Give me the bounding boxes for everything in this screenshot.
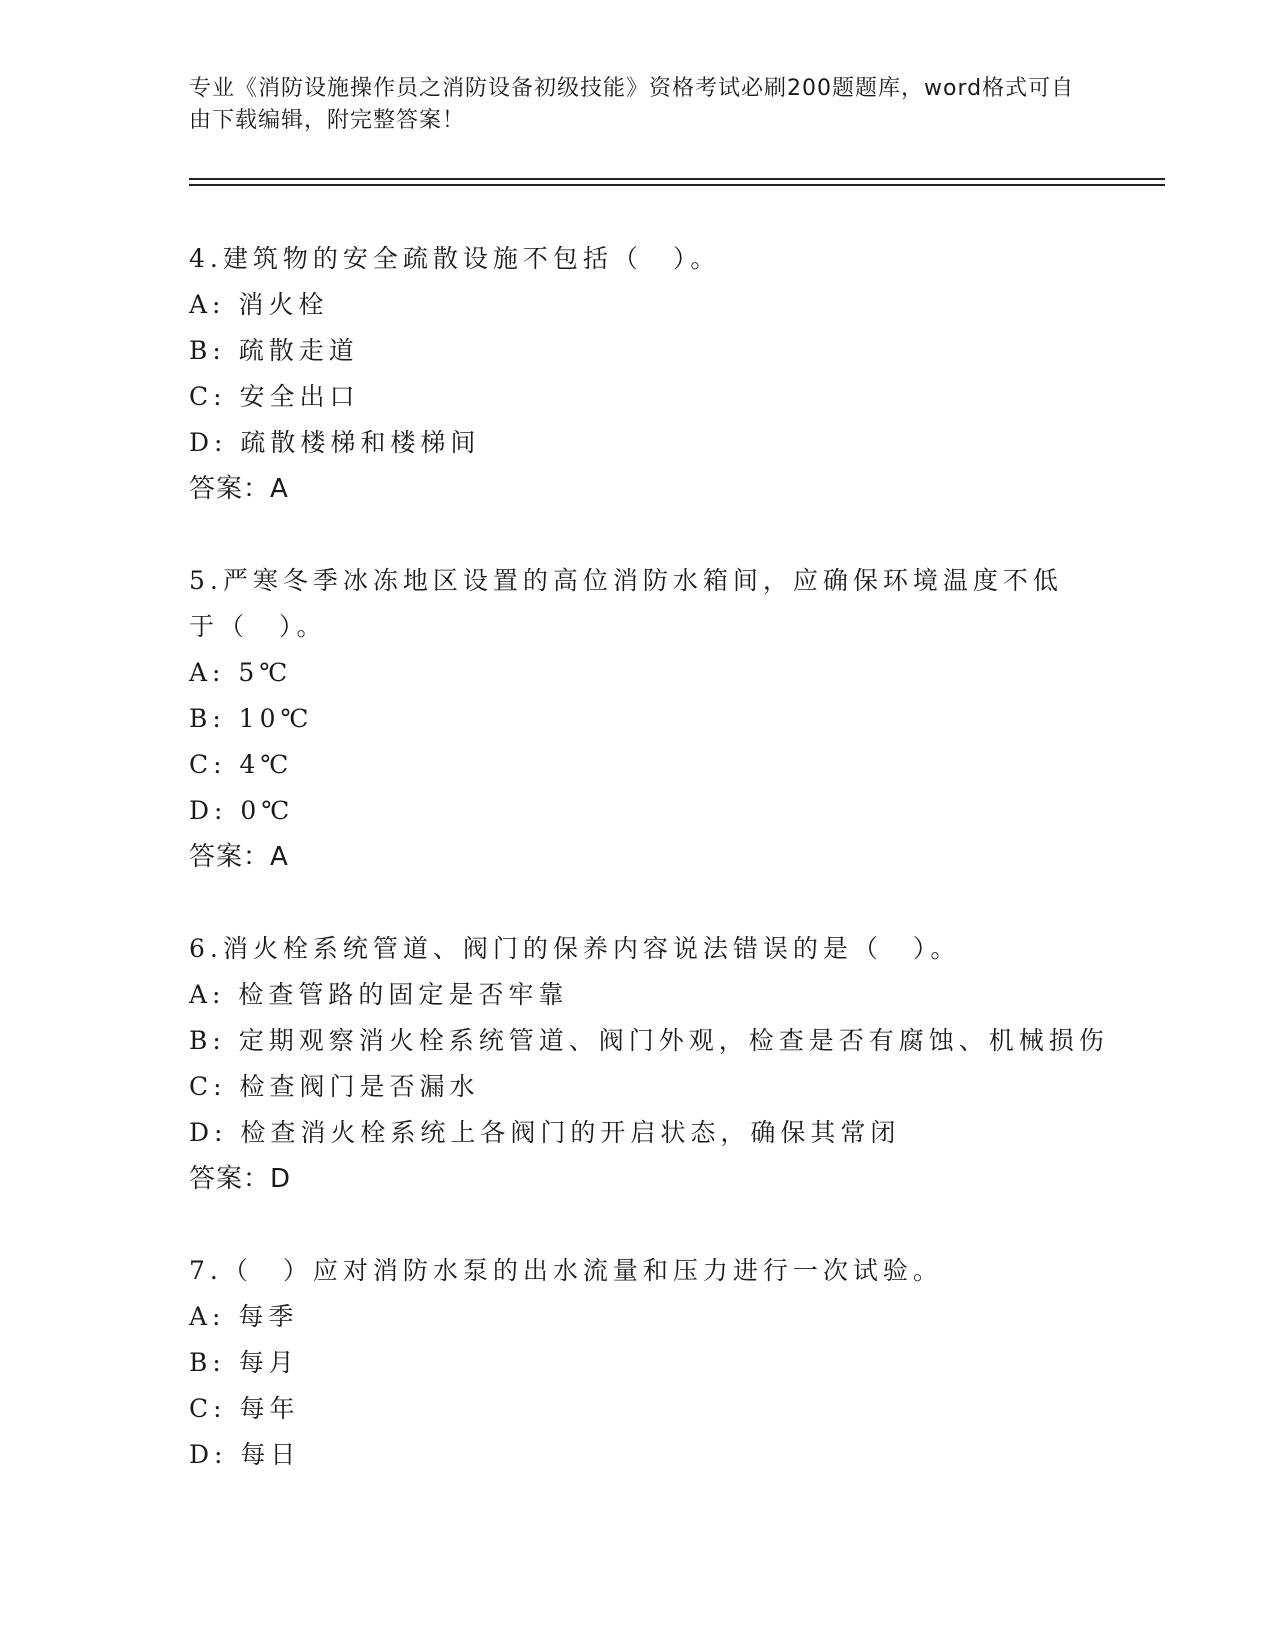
option-b: B: 10℃: [189, 704, 314, 733]
option-b: B: 定期观察消火栓系统管道、阀门外观，检查是否有腐蚀、机械损伤: [189, 1026, 1109, 1055]
question-5: [189, 558, 1089, 880]
question-4: [189, 236, 1089, 512]
option-a: A: 5℃: [189, 658, 293, 687]
header-divider-bottom: [189, 184, 1165, 186]
answer: 答案：A: [189, 474, 289, 504]
option-d: D: 每日: [189, 1440, 301, 1469]
option-c: C: 检查阀门是否漏水: [189, 1072, 480, 1101]
option-a: A: 检查管路的固定是否牢靠: [189, 980, 569, 1009]
document-header: 专业《消防设施操作员之消防设备初级技能》资格考试必刷200题题库，word格式可自由下载编辑，附完整答案！: [189, 76, 1075, 133]
question-7: [189, 1248, 1089, 1478]
question-stem: 5.严寒冬季冰冻地区设置的高位消防水箱间，应确保环境温度不低于（ ）。: [189, 566, 1063, 641]
option-d: D: 疏散楼梯和楼梯间: [189, 428, 481, 457]
option-b: B: 每月: [189, 1348, 299, 1377]
question-stem: 4.建筑物的安全疏散设施不包括（ ）。: [189, 244, 721, 273]
option-d: D: 检查消火栓系统上各阀门的开启状态，确保其常闭: [189, 1118, 901, 1147]
option-b: B: 疏散走道: [189, 336, 359, 365]
question-stem: 7.（ ）应对消防水泵的出水流量和压力进行一次试验。: [189, 1256, 943, 1285]
option-a: A: 每季: [189, 1302, 299, 1331]
answer: 答案：A: [189, 842, 289, 872]
header-divider-top: [189, 178, 1165, 180]
option-c: C: 每年: [189, 1394, 300, 1423]
question-stem: 6.消火栓系统管道、阀门的保养内容说法错误的是（ ）。: [189, 934, 961, 963]
option-c: C: 安全出口: [189, 382, 360, 411]
option-a: A: 消火栓: [189, 290, 329, 319]
option-c: C: 4℃: [189, 750, 294, 779]
answer: 答案：D: [189, 1164, 292, 1194]
option-d: D: 0℃: [189, 796, 295, 825]
question-6: [189, 926, 1109, 1202]
question-list: [189, 236, 1109, 1524]
